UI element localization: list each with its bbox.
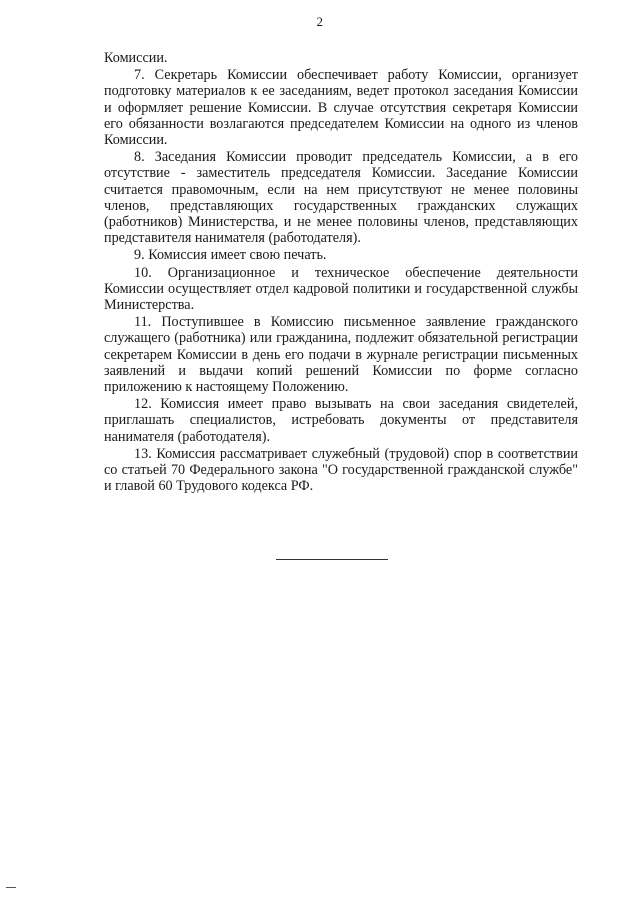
paragraph-13-disputes: 13. Комиссия рассматривает служебный (трудовой) спор в соответствии со статьей 70 Федерального закона "О государственной гражданской службе" и главой 60 Трудового кодекса РФ. [104,445,578,495]
document-body [104,50,578,494]
paragraph-12-rights: 12. Комиссия имеет право вызывать на свои заседания свидетелей, приглашать специалистов, истребовать документы от представителя нанимателя (работодателя). [104,396,578,445]
paragraph-11-application: 11. Поступившее в Комиссию письменное заявление гражданского служащего (работника) или гражданина, подлежит обязательной регистрации секретарем Комиссии в день его подачи в журнале регистрации письменных заявлений и выдачи копий решений Комиссии по форме согласно приложению к настоящему Положению. [104,314,578,396]
paragraph-10-support: 10. Организационное и техническое обеспечение деятельности Комиссии осуществляет отдел кадровой политики и государственной службы Министерства. [104,264,578,314]
paragraph-9-seal: 9. Комиссия имеет свою печать. [134,247,327,264]
closing-divider [276,559,388,560]
paragraph-continuation: Комиссии. [104,50,168,66]
margin-mark [6,887,16,888]
page-number: 2 [316,14,324,29]
paragraph-8-meetings: 8. Заседания Комиссии проводит председатель Комиссии, а в его отсутствие - заместитель председателя Комиссии. Заседание Комиссии считается правомочным, если на нем присутствуют не менее половины членов, представляющих государственных гражданских служащих (работников) Министерства, и не менее половины членов, представляющих представителя нанимателя (работодателя). [104,149,578,247]
paragraph-7-secretary: 7. Секретарь Комиссии обеспечивает работу Комиссии, организует подготовку материалов к ее заседаниям, ведет протокол заседания Комиссии и оформляет решение Комиссии. В случае отсутствия секретаря Комиссии его обязанности возлагаются председателем Комиссии на одного из членов Комиссии. [104,67,578,149]
